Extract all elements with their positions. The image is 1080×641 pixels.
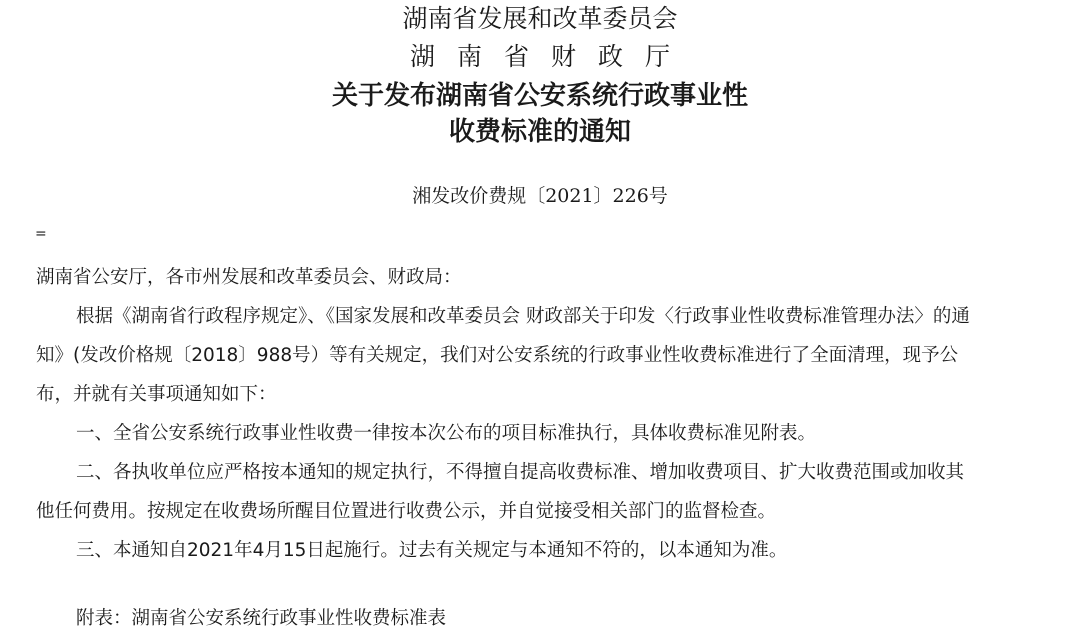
document-title-line-2: 收费标准的通知 (448, 117, 631, 147)
intro-line-2: 知》(发改价格规〔2018〕988号）等有关规定，我们对公安系统的行政事业性收费标准进行了全面清理，现予公 (36, 345, 959, 366)
separator-mark: = (35, 226, 47, 242)
item-3: 三、本通知自2021年4月15日起施行。过去有关规定与本通知不符的，以本通知为准。 (76, 540, 788, 561)
intro-line-1: 根据《湖南省行政程序规定》、《国家发展和改革委员会 财政部关于印发〈行政事业性收费标准管理办法〉的通 (76, 306, 970, 327)
intro-line-3: 布，并就有关事项通知如下： (36, 384, 277, 405)
issuer-ndrc: 湖南省发展和改革委员会 (402, 4, 678, 33)
document-title-line-1: 关于发布湖南省公安系统行政事业性 (331, 81, 748, 111)
item-1: 一、全省公安系统行政事业性收费一律按本次公布的项目标准执行，具体收费标准见附表。 (76, 423, 817, 444)
item-2-line-1: 二、各执收单位应严格按本通知的规定执行，不得擅自提高收费标准、增加收费项目、扩大收费范围或加收其 (76, 462, 965, 483)
document-number: 湘发改价费规〔2021〕226号 (412, 185, 668, 207)
item-2-line-2: 他任何费用。按规定在收费场所醒目位置进行收费公示，并自觉接受相关部门的监督检查。 (36, 501, 777, 522)
issuer-finance-dept: 湖南省财政厅 (409, 42, 692, 71)
attachment-reference: 附表：湖南省公安系统行政事业性收费标准表 (76, 608, 447, 629)
salutation: 湖南省公安厅，各市州发展和改革委员会、财政局： (36, 267, 462, 288)
